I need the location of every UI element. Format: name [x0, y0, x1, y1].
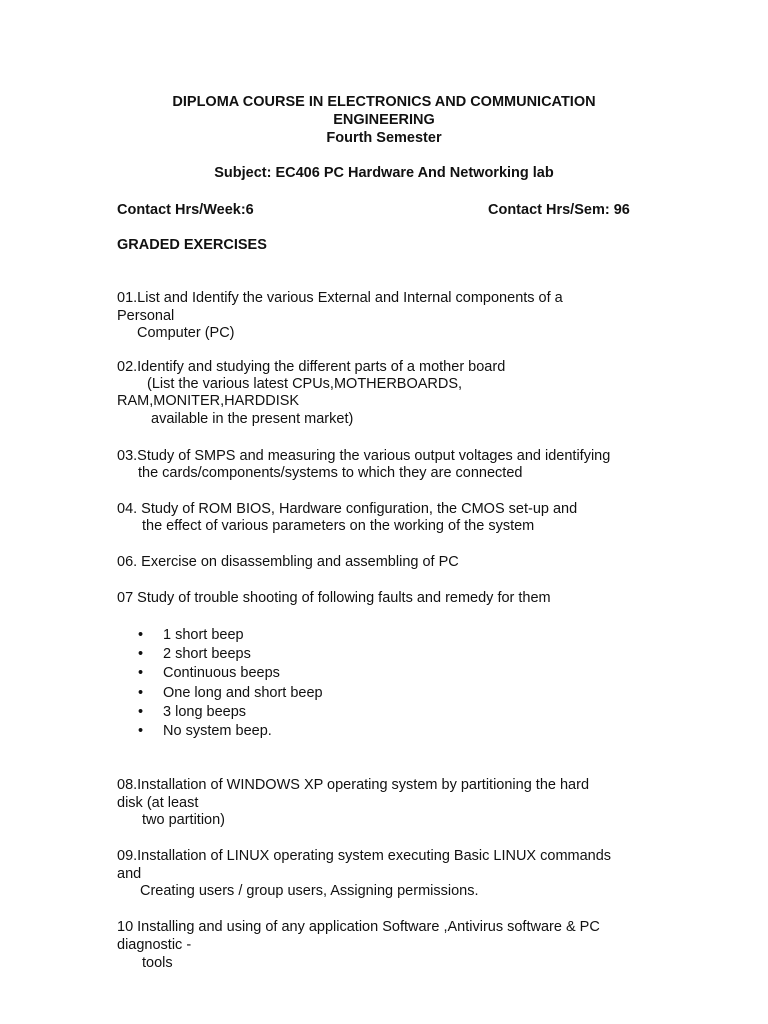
exercise-02-line1: 02.Identify and studying the different parts of a mother board [117, 359, 506, 375]
exercise-07-line1: 07 Study of trouble shooting of following faults and remedy for them [117, 590, 551, 606]
list-item-text: 1 short beep [163, 627, 244, 643]
bullet-icon: • [138, 627, 144, 643]
exercise-10-line1: 10 Installing and using of any application Software ,Antivirus software & PC [117, 919, 600, 935]
subject-label: Subject: EC406 PC Hardware And Networking lab [214, 165, 554, 181]
list-item-text: Continuous beeps [163, 665, 280, 681]
section-title: GRADED EXERCISES [117, 237, 267, 253]
list-item [138, 684, 323, 703]
exercise-04-line2: the effect of various parameters on the working of the system [142, 518, 535, 534]
bullet-icon: • [138, 704, 144, 720]
exercise-02-line3: RAM,MONITER,HARDDISK [117, 393, 300, 409]
exercise-02-line4: available in the present market) [151, 411, 354, 427]
list-item [138, 664, 280, 683]
course-title-line1: DIPLOMA COURSE IN ELECTRONICS AND COMMUNICATION [172, 94, 596, 110]
bullet-icon: • [138, 685, 144, 701]
contact-hours-sem: Contact Hrs/Sem: 96 [488, 202, 630, 218]
exercise-08-line3: two partition) [142, 812, 226, 828]
exercise-08-line2: disk (at least [117, 795, 199, 811]
exercise-01-line1: 01.List and Identify the various External and Internal components of a [117, 290, 563, 306]
list-item-text: No system beep. [163, 723, 272, 739]
bullet-icon: • [138, 646, 144, 662]
exercise-03-line1: 03.Study of SMPS and measuring the various output voltages and identifying [117, 448, 611, 464]
exercise-08-line1: 08.Installation of WINDOWS XP operating system by partitioning the hard [117, 777, 590, 793]
list-item [138, 722, 272, 741]
exercise-01-line3: Computer (PC) [137, 325, 235, 341]
exercise-09-line2: and [117, 866, 142, 882]
contact-hours-week: Contact Hrs/Week:6 [117, 202, 254, 218]
exercise-01-line2: Personal [117, 308, 175, 324]
list-item-text: 2 short beeps [163, 646, 251, 662]
bullet-icon: • [138, 723, 144, 739]
exercise-03-line2: the cards/components/systems to which they are connected [138, 465, 523, 481]
exercise-04-line1: 04. Study of ROM BIOS, Hardware configuration, the CMOS set-up and [117, 501, 578, 517]
exercise-09-line1: 09.Installation of LINUX operating system executing Basic LINUX commands [117, 848, 612, 864]
course-title-line2: ENGINEERING [333, 112, 435, 128]
list-item [138, 703, 246, 722]
list-item [138, 645, 251, 664]
list-item-text: 3 long beeps [163, 704, 247, 720]
bullet-icon: • [138, 665, 144, 681]
list-item [138, 626, 244, 645]
exercise-09-line3: Creating users / group users, Assigning permissions. [140, 883, 479, 899]
semester-label: Fourth Semester [326, 130, 442, 146]
list-item-text: One long and short beep [163, 685, 323, 701]
exercise-10-line3: tools [142, 955, 173, 971]
exercise-10-line2: diagnostic - [117, 937, 192, 953]
exercise-02-line2: (List the various latest CPUs,MOTHERBOARDS, [147, 376, 463, 392]
exercise-06-line1: 06. Exercise on disassembling and assembling of PC [117, 554, 459, 570]
